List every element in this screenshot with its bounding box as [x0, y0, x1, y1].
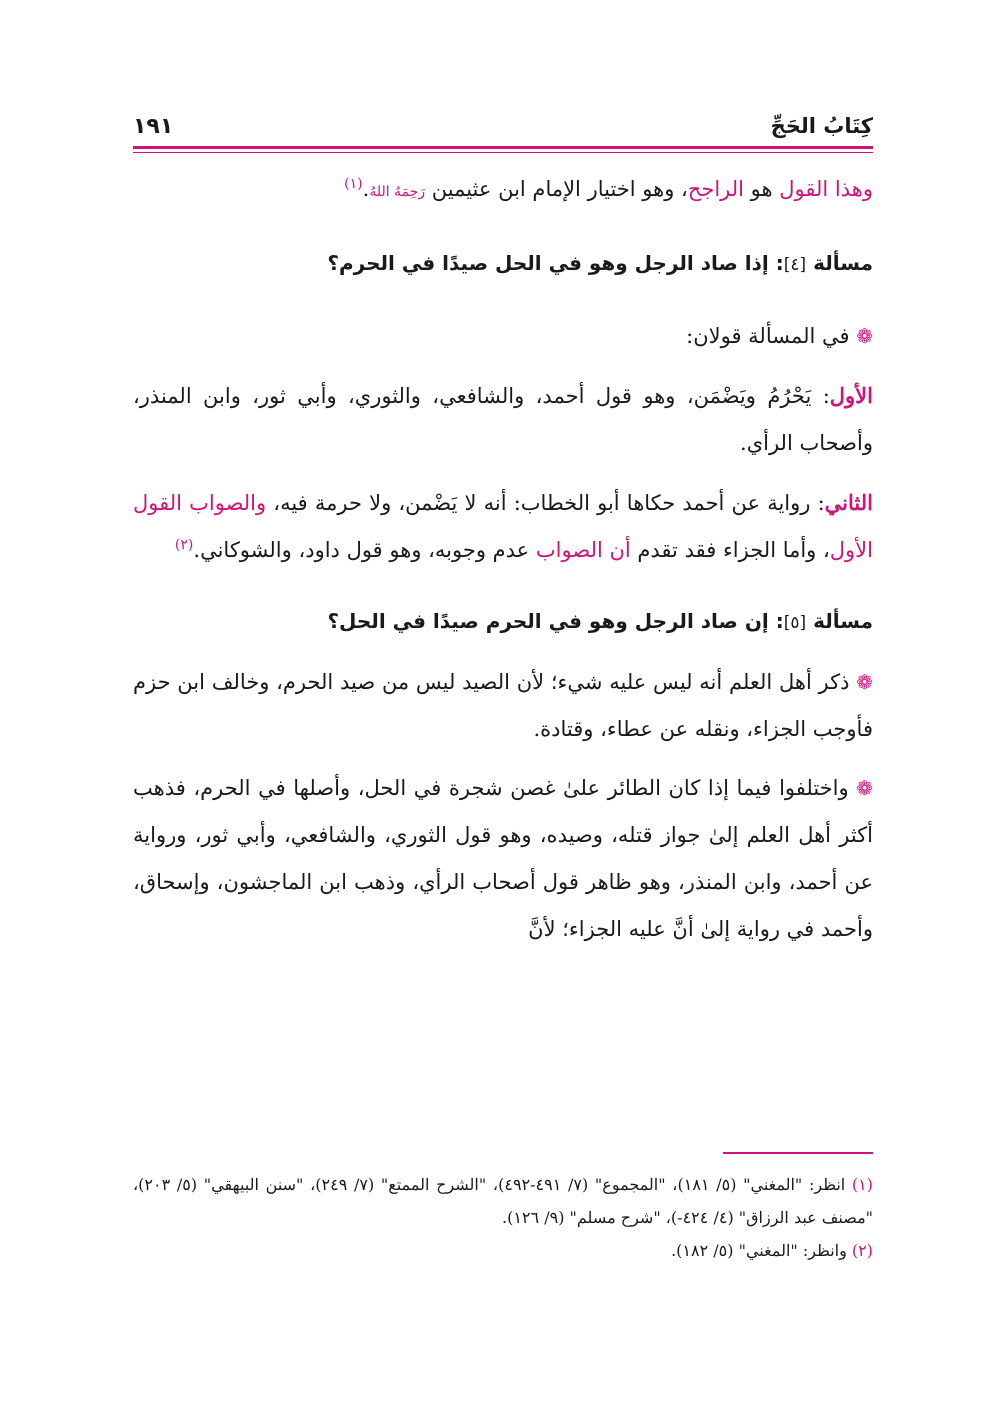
page-header	[133, 110, 873, 146]
footnote-1	[133, 1168, 873, 1234]
page-number: ١٩١	[133, 114, 174, 139]
paragraph-preferred-view	[133, 166, 873, 216]
main-text	[133, 166, 873, 953]
footnote-text: انظر: "المغني" (٥/ ١٨١)، "المجموع" (٧/ ٤٩١-٤٩٢)، "الشرح الممتع" (٧/ ٢٤٩)، "سنن البيهقي" (٥/ ٢٠٣)، "مصنف عبد الرزاق" (٤/ ٤٢٤-)، "شرح مسلم" (٩/ ١٢٦).	[133, 1175, 873, 1227]
question-prefix: مسألة	[806, 251, 873, 275]
text-segment: ، وهو اختيار الإمام ابن عثيمين	[425, 177, 688, 201]
text-segment: هو	[744, 177, 780, 201]
footnotes	[133, 1168, 873, 1267]
text-segment: .	[362, 177, 370, 201]
question-4-heading	[133, 240, 873, 289]
text-segment: : رواية عن أحمد حكاها أبو الخطاب: أنه لا يَضْمن، ولا حرمة فيه،	[266, 491, 825, 515]
paragraph-first-opinion	[133, 372, 873, 467]
honorific-glyph: رَحِمَهُ اللهُ	[369, 184, 426, 200]
question-text: : إن صاد الرجل وهو في الحرم صيدًا في الحل؟	[327, 609, 784, 633]
highlight-correct-first: والصواب القول الأول	[133, 491, 873, 562]
footnote-2	[133, 1234, 873, 1267]
header-rule-thick	[133, 146, 873, 149]
footnote-ref-1[interactable]: (١)	[344, 176, 363, 192]
text-segment: : يَحْرُمُ ويَضْمَن، وهو قول أحمد، والشافعي، والثوري، وأبي ثور، وابن المنذر، وأصحاب الرأي.	[133, 384, 873, 455]
label-first: الأول	[829, 383, 873, 408]
footnote-ref-2[interactable]: (٢)	[174, 537, 194, 553]
flower-icon: ❁	[856, 776, 873, 800]
footnote-number: (٢)	[851, 1241, 873, 1260]
question-number: [٥]	[783, 613, 807, 633]
question-5-heading	[133, 598, 873, 647]
text-segment: ، وأما الجزاء فقد تقدم	[630, 538, 830, 562]
question-prefix: مسألة	[806, 609, 873, 633]
paragraph-second-opinion	[133, 479, 873, 574]
book-page	[133, 110, 874, 1260]
flower-icon: ❁	[856, 670, 873, 694]
highlight-preferred: الراجح	[687, 177, 744, 201]
question-text: : إذا صاد الرجل وهو في الحل صيدًا في الحرم؟	[327, 251, 784, 275]
text-segment: واختلفوا فيما إذا كان الطائر علىٰ غصن شجرة في الحل، وأصلها في الحرم، فذهب أكثر أهل العلم إلىٰ جواز قتله، وصيده، وهو قول الثوري، والشافعي، وأبي ثور، ورواية عن أحمد، وابن المنذر، وهو ظاهر قول أصحاب الرأي، وذهب ابن الماجشون، وإسحاق، وأحمد في رواية إلىٰ أنَّ عليه الجزاء؛ لأنَّ	[133, 776, 873, 941]
highlight-correct: أن الصواب	[535, 538, 631, 562]
label-second: الثاني	[824, 490, 873, 515]
paragraph-scholars	[133, 659, 873, 753]
footnote-text: وانظر: "المغني" (٥/ ١٨٢).	[671, 1241, 852, 1260]
text-segment: عدم وجوبه، وهو قول داود، والشوكاني.	[193, 538, 536, 562]
flower-icon: ❁	[856, 324, 873, 348]
question-number: [٤]	[783, 255, 807, 275]
footnote-number: (١)	[851, 1175, 874, 1194]
text-segment: ذكر أهل العلم أنه ليس عليه شيء؛ لأن الصيد ليس من صيد الحرم، وخالف ابن حزم فأوجب الجزاء، ونقله عن عطاء، وقتادة.	[133, 670, 873, 741]
paragraph-differ	[133, 765, 873, 953]
chapter-title: كِتَابُ الحَجِّ	[770, 114, 873, 138]
footnote-separator	[723, 1152, 873, 1154]
text-segment: في المسألة قولان:	[686, 324, 857, 348]
header-rule-thin	[133, 152, 873, 153]
highlight-this-view: وهذا القول	[779, 177, 873, 201]
paragraph-two-opinions	[133, 313, 873, 360]
